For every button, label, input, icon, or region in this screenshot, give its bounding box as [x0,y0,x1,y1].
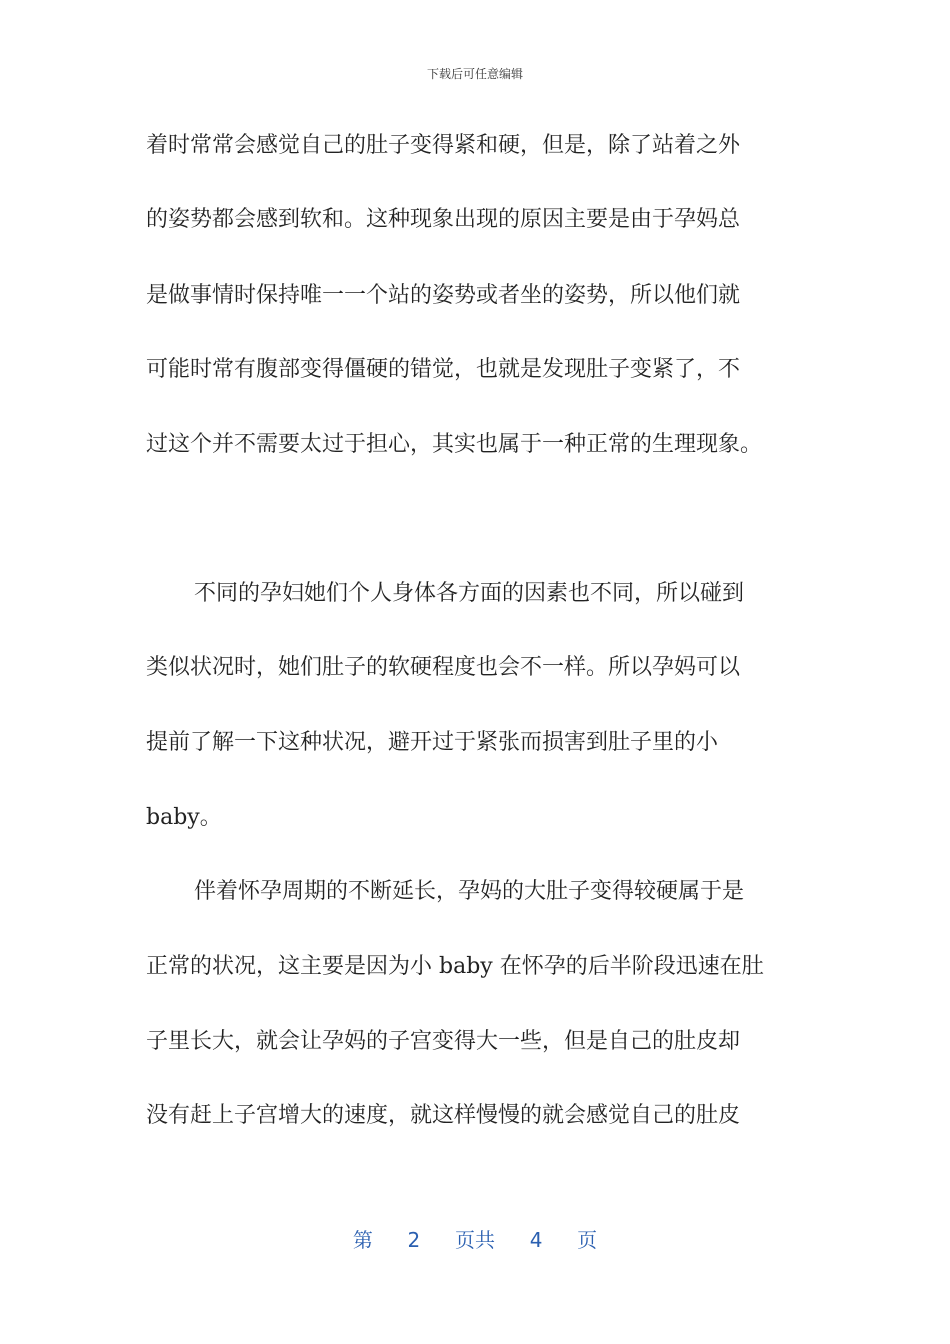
text-line: baby。 [146,805,222,830]
total-page-number: 4 [529,1228,543,1252]
text-line: 可能时常有腹部变得僵硬的错觉，也就是发现肚子变紧了，不 [146,357,741,382]
text-line: 子里长大，就会让孕妈的子宫变得大一些，但是自己的肚皮却 [146,1029,741,1054]
text-line: 不同的孕妇她们个人身体各方面的因素也不同，所以碰到 [194,581,745,606]
page-footer [0,1226,950,1254]
page-header: 下载后可任意编辑 [426,67,523,81]
current-page-number: 2 [407,1228,421,1252]
text-line: 提前了解一下这种状况，避开过于紧张而损害到肚子里的小 [146,730,719,755]
text-line: 着时常常会感觉自己的肚子变得紧和硬，但是，除了站着之外 [146,133,741,158]
text-line: 没有赶上子宫增大的速度，就这样慢慢的就会感觉自己的肚皮 [146,1103,741,1128]
text-line: 过这个并不需要太过于担心，其实也属于一种正常的生理现象。 [146,432,763,457]
text-line: 类似状况时，她们肚子的软硬程度也会不一样。所以孕妈可以 [146,655,741,680]
text-line: 正常的状况，这主要是因为小 baby 在怀孕的后半阶段迅速在肚 [146,954,764,979]
total-label: 页共 [455,1228,495,1252]
text-line: 伴着怀孕周期的不断延长，孕妈的大肚子变得较硬属于是 [194,879,745,904]
text-line: 的姿势都会感到软和。这种现象出现的原因主要是由于孕妈总 [146,207,741,232]
text-line: 是做事情时保持唯一一个站的姿势或者坐的姿势，所以他们就 [146,283,741,308]
page-suffix: 页 [577,1228,598,1252]
page-label: 第 [352,1228,373,1252]
